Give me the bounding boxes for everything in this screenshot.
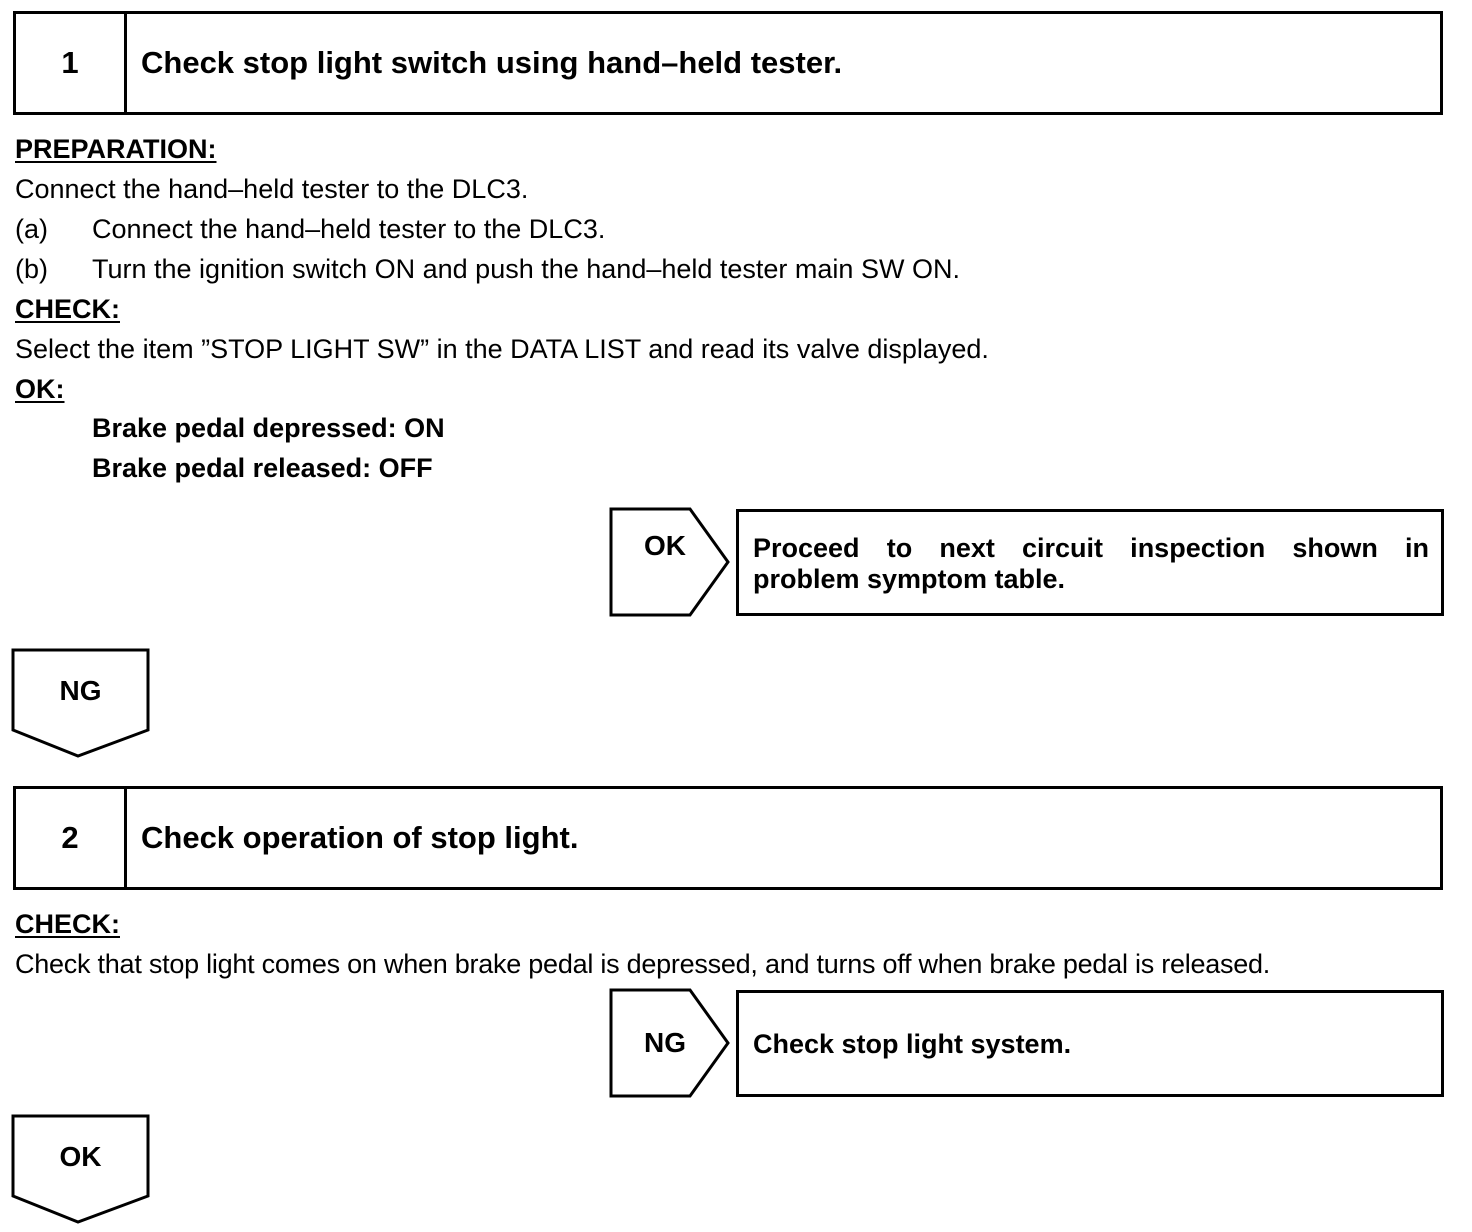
- ok-right-arrow-shape: [611, 509, 728, 615]
- check-text-2: Check that stop light comes on when brake pedal is depressed, and turns off when brake pedal is released.: [15, 949, 1271, 979]
- step-2-number: 2: [16, 789, 127, 887]
- down-1-label: NG: [59, 675, 102, 706]
- step-1-title: Check stop light switch using hand–held tester.: [141, 45, 843, 80]
- result-2-box: [736, 990, 1444, 1097]
- result-1-line-1: Proceed to next circuit inspection shown in: [753, 533, 1429, 563]
- item-label: (b): [15, 254, 48, 284]
- result-1-arrow-label: OK: [644, 530, 686, 561]
- preparation-header: PREPARATION:: [15, 134, 217, 164]
- result-2-arrow-label: NG: [644, 1027, 686, 1058]
- check-header: CHECK:: [15, 294, 120, 324]
- check-text: Select the item ”STOP LIGHT SW” in the DATA LIST and read its valve displayed.: [15, 334, 989, 364]
- ok-spec-depressed: Brake pedal depressed: ON: [92, 413, 445, 443]
- step-1-number: 1: [16, 14, 127, 112]
- item-label: (a): [15, 214, 48, 244]
- step-2-box: [13, 786, 1443, 890]
- preparation-intro: Connect the hand–held tester to the DLC3.: [15, 174, 529, 204]
- result-2-text: Check stop light system.: [753, 1029, 1072, 1059]
- item-text: Connect the hand–held tester to the DLC3.: [92, 214, 606, 244]
- ok-spec-released: Brake pedal released: OFF: [92, 453, 433, 483]
- item-text: Turn the ignition switch ON and push the hand–held tester main SW ON.: [92, 254, 960, 284]
- check-header-2: CHECK:: [15, 909, 120, 939]
- result-1-box: [736, 509, 1444, 616]
- step-2-title: Check operation of stop light.: [141, 820, 579, 855]
- result-1-line-2: problem symptom table.: [753, 564, 1066, 594]
- down-2-label: OK: [59, 1141, 102, 1172]
- ok-header: OK:: [15, 374, 65, 404]
